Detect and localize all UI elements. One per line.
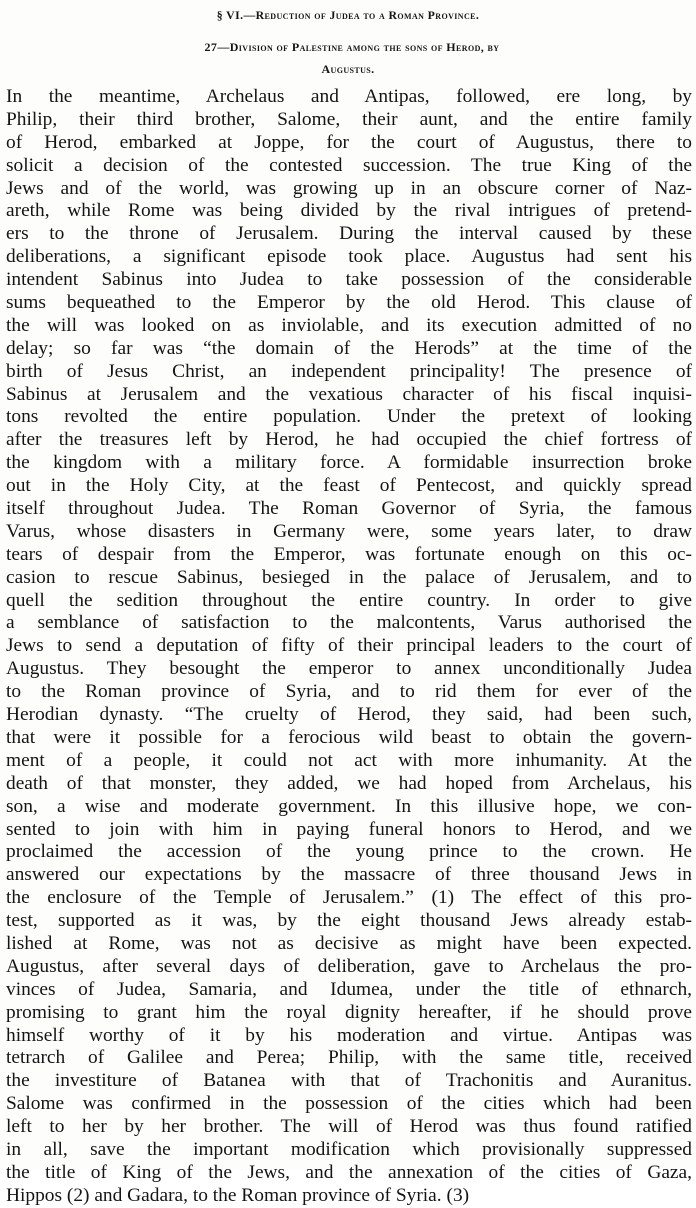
text-line: the will was looked on as inviolable, and its execution admitted of no: [6, 314, 692, 336]
text-line: promising to grant him the royal dignity hereafter, if he should prove: [6, 1001, 692, 1023]
text-line: tetrarch of Galilee and Perea; Philip, with the same title, received: [6, 1047, 692, 1069]
text-line: after the treasures left by Herod, he had occupied the chief fortress of: [6, 429, 692, 451]
text-line: test, supported as it was, by the eight thousand Jews already estab-: [6, 910, 692, 932]
text-line: lished at Rome, was not as decisive as might have been expected.: [6, 932, 692, 954]
text-line: intendent Sabinus into Judea to take possession of the considerable: [6, 269, 692, 291]
text-line: death of that monster, they added, we had hoped from Archelaus, his: [6, 772, 692, 794]
text-line: ers to the throne of Jerusalem. During the interval caused by these: [6, 223, 692, 245]
text-line: to the Roman province of Syria, and to rid them for ever of the: [6, 681, 692, 703]
text-line: in all, save the important modification which provisionally suppressed: [6, 1138, 692, 1160]
section-heading: § VI.—Reduction of Judea to a Roman Province.: [216, 8, 480, 22]
text-line: the kingdom with a military force. A formidable insurrection broke: [6, 452, 692, 474]
text-line: casion to rescue Sabinus, besieged in the palace of Jerusalem, and to: [6, 566, 692, 588]
text-line: proclaimed the accession of the young prince to the crown. He: [6, 841, 692, 863]
text-line: Herodian dynasty. “The cruelty of Herod, they said, had been such,: [6, 704, 692, 726]
text-line: ment of a people, it could not act with more inhumanity. At the: [6, 749, 692, 771]
text-line: a semblance of satisfaction to the malcontents, Varus authorised the: [6, 612, 692, 634]
text-line: himself worthy of it by his moderation and virtue. Antipas was: [6, 1024, 692, 1046]
text-line: answered our expectations by the massacre of three thousand Jews in: [6, 864, 692, 886]
text-line: Sabinus at Jerusalem and the vexatious character of his fiscal inquisi-: [6, 383, 692, 405]
text-line: Philip, their third brother, Salome, their aunt, and the entire family: [6, 108, 692, 130]
text-line: Jews to send a deputation of fifty of their principal leaders to the court of: [6, 635, 692, 657]
text-line: the enclosure of the Temple of Jerusalem.” (1) The effect of this pro-: [6, 887, 692, 909]
body-text: [6, 86, 692, 1208]
text-line: out in the Holy City, at the feast of Pentecost, and quickly spread: [6, 475, 692, 497]
text-line: Salome was confirmed in the possession of the cities which had been: [6, 1093, 692, 1115]
text-line: sums bequeathed to the Emperor by the old Herod. This clause of: [6, 292, 692, 314]
text-line: that were it possible for a ferocious wild beast to obtain the govern-: [6, 726, 692, 748]
text-line: vinces of Judea, Samaria, and Idumea, under the title of ethnarch,: [6, 978, 692, 1000]
text-line: Augustus, after several days of deliberation, gave to Archelaus the pro-: [6, 955, 692, 977]
text-line: Varus, whose disasters in Germany were, some years later, to draw: [6, 520, 692, 542]
text-line: Jews and of the world, was growing up in an obscure corner of Naz-: [6, 177, 692, 199]
text-line: quell the sedition throughout the entire country. In order to give: [6, 589, 692, 611]
text-line: left to her by her brother. The will of Herod was thus found ratified: [6, 1116, 692, 1138]
text-line: the investiture of Batanea with that of Trachonitis and Auranitus.: [6, 1070, 692, 1092]
text-line: In the meantime, Archelaus and Antipas, followed, ere long, by: [6, 86, 692, 107]
text-line: delay; so far was “the domain of the Herods” at the time of the: [6, 337, 692, 359]
text-line: solicit a decision of the contested succession. The true King of the: [6, 154, 692, 176]
text-line: tons revolted the entire population. Under the pretext of looking: [6, 406, 692, 428]
text-line: deliberations, a significant episode took place. Augustus had sent his: [6, 246, 692, 268]
text-line: birth of Jesus Christ, an independent principality! The presence of: [6, 360, 692, 382]
text-line: Augustus. They besought the emperor to annex unconditionally Judea: [6, 658, 692, 680]
subheading-line-1: 27—Division of Palestine among the sons of Herod, by: [204, 40, 500, 54]
text-line: Hippos (2) and Gadara, to the Roman province of Syria. (3): [6, 1184, 470, 1206]
text-line: the title of King of the Jews, and the annexation of the cities of Gaza,: [6, 1161, 692, 1183]
text-line: tears of despair from the Emperor, was fortunate enough on this oc-: [6, 543, 692, 565]
text-line: of Herod, embarked at Joppe, for the court of Augustus, there to: [6, 131, 692, 153]
text-line: son, a wise and moderate government. In this illusive hope, we con-: [6, 795, 692, 817]
text-line: itself throughout Judea. The Roman Governor of Syria, the famous: [6, 498, 692, 520]
subheading-line-2: Augustus.: [321, 62, 375, 76]
text-line: sented to join with him in paying funeral honors to Herod, and we: [6, 818, 692, 840]
text-line: areth, while Rome was being divided by the rival intrigues of pretend-: [6, 200, 692, 222]
